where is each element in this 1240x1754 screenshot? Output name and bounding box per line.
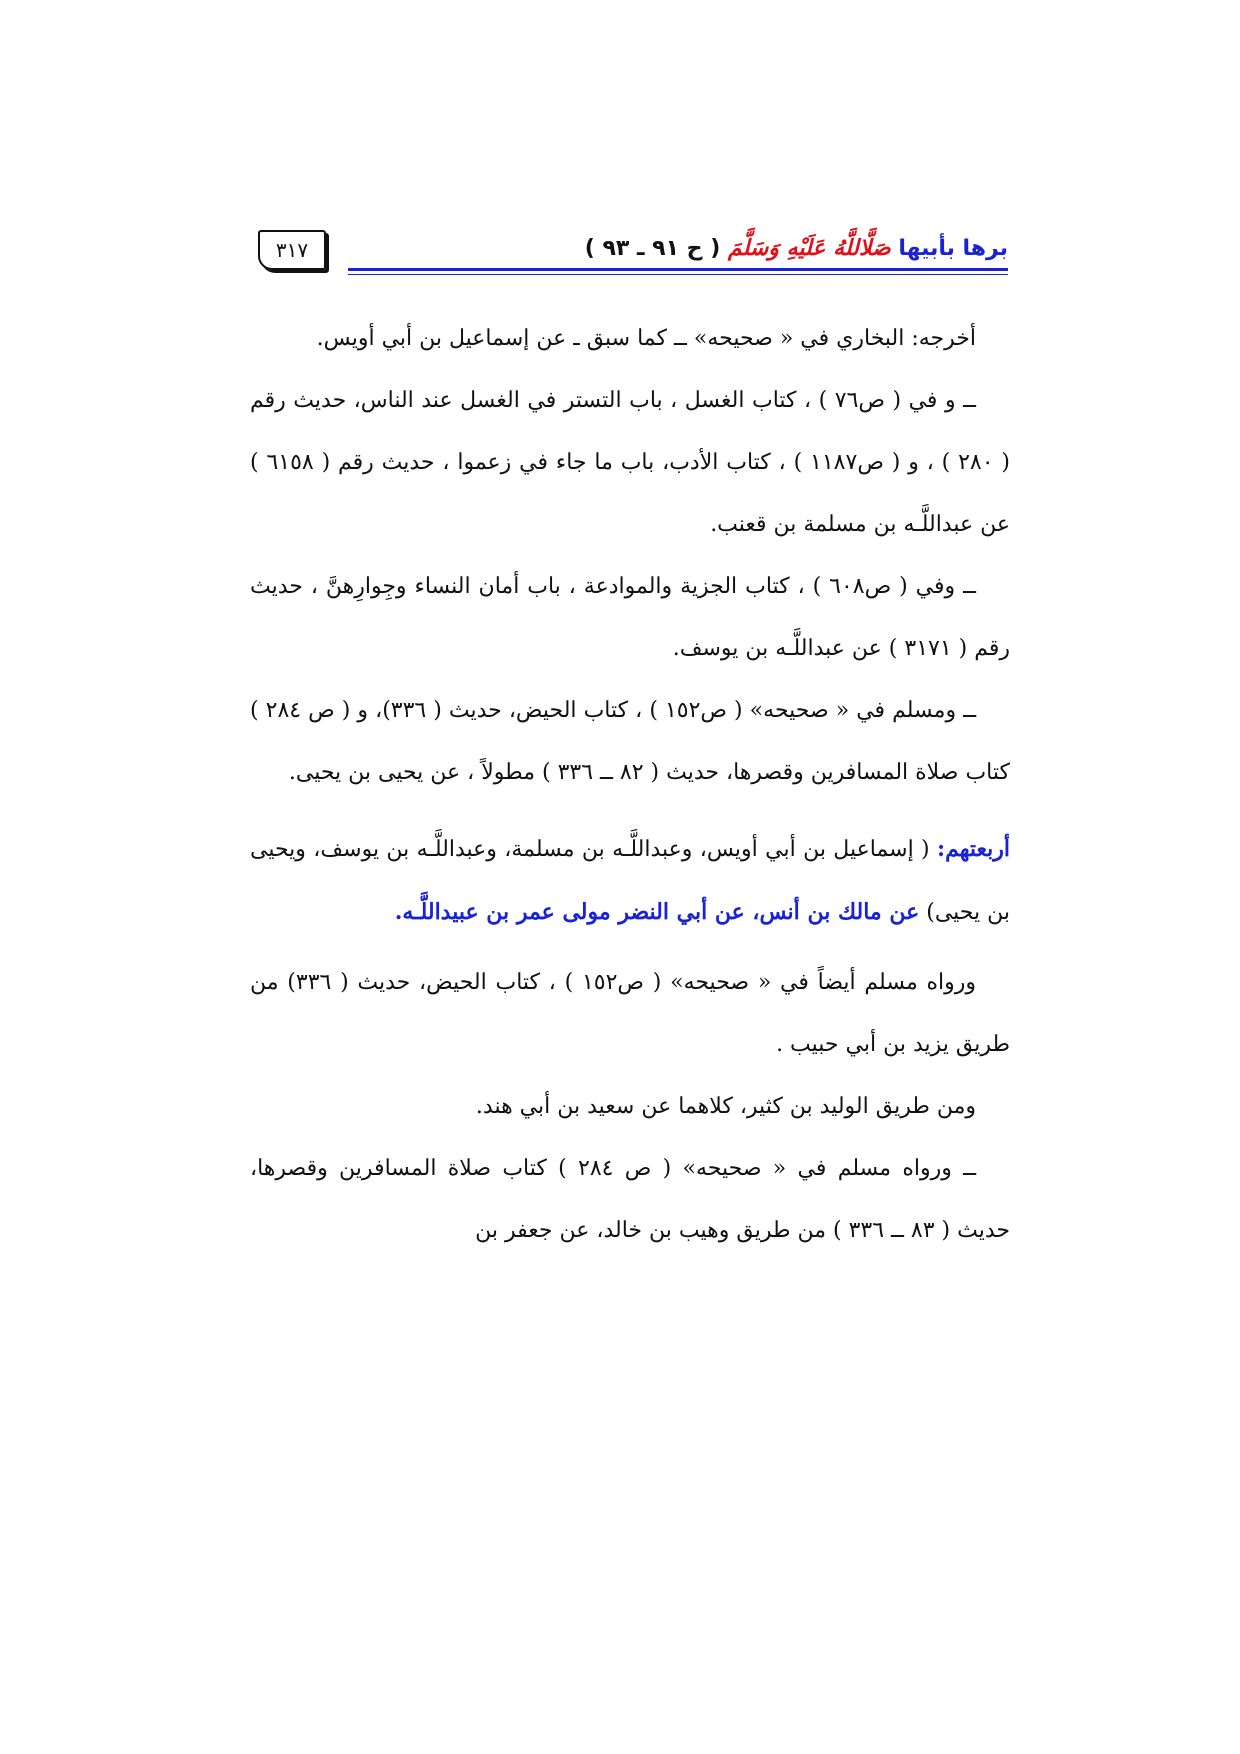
paragraph-6: ومن طريق الوليد بن كثير، كلاهما عن سعيد بن أبي هند.	[475, 1094, 976, 1119]
paragraph-1: أخرجه: البخاري في « صحيحه» ــ كما سبق ـ عن إسماعيل بن أبي أويس.	[316, 326, 976, 351]
header-rule-thin	[348, 274, 1008, 275]
running-title-text: برها بأبيها	[898, 236, 1008, 261]
paragraph-2: ــ و في ( ص٧٦ ) ، كتاب الغسل ، باب التستر في الغسل عند الناس، حديث رقم ( ٢٨٠ ) ، و ( ص١١٨٧ ) ، كتاب الأدب، باب ما جاء في زعموا ، حديث رقم ( ٦١٥٨ ) عن عبداللَّـه بن مسلمة بن قعنب.	[250, 388, 1011, 537]
summary-paragraph	[250, 818, 1010, 944]
paragraph-7: ــ ورواه مسلم في « صحيحه» ( ص ٢٨٤ ) كتاب صلاة المسافرين وقصرها، حديث ( ٨٣ ــ ٣٣٦ ) من طريق وهيب بن خالد، عن جعفر بن	[250, 1156, 1010, 1243]
page-body	[250, 308, 1010, 1262]
hadith-range: ( ح ٩١ ـ ٩٣ )	[584, 236, 721, 261]
page-number: ٣١٧	[258, 230, 326, 270]
summary-label: أربعتهم:	[936, 836, 1010, 862]
paragraph-3: ــ وفي ( ص٦٠٨ ) ، كتاب الجزية والموادعة ، باب أمان النساء وجِوارِهنَّ ، حديث رقم ( ٣١٧١ ) عن عبداللَّـه بن يوسف.	[250, 574, 1010, 661]
summary-chain: عن مالك بن أنس، عن أبي النضر مولى عمر بن عبيداللَّـه.	[394, 899, 920, 925]
paragraph-5: ورواه مسلم أيضاً في « صحيحه» ( ص١٥٢ ) ، كتاب الحيض، حديث ( ٣٣٦) من طريق يزيد بن أبي حبيب .	[250, 970, 1010, 1057]
paragraph-4: ــ ومسلم في « صحيحه» ( ص١٥٢ ) ، كتاب الحيض، حديث ( ٣٣٦)، و ( ص ٢٨٤ ) كتاب صلاة المسافرين وقصرها، حديث ( ٨٢ ــ ٣٣٦ ) مطولاً ، عن يحيى بن يحيى.	[250, 698, 1010, 785]
summary-narrators: ( إسماعيل بن أبي أويس، وعبداللَّـه بن مسلمة، وعبداللَّـه بن يوسف، ويحيى بن يحيى)	[250, 837, 1010, 925]
honorific: صَلَّاللَّهُ عَلَيْهِ وَسَلَّمَ	[727, 235, 891, 261]
running-title	[585, 232, 1008, 265]
page-header	[258, 230, 1008, 284]
header-rule	[348, 268, 1008, 271]
